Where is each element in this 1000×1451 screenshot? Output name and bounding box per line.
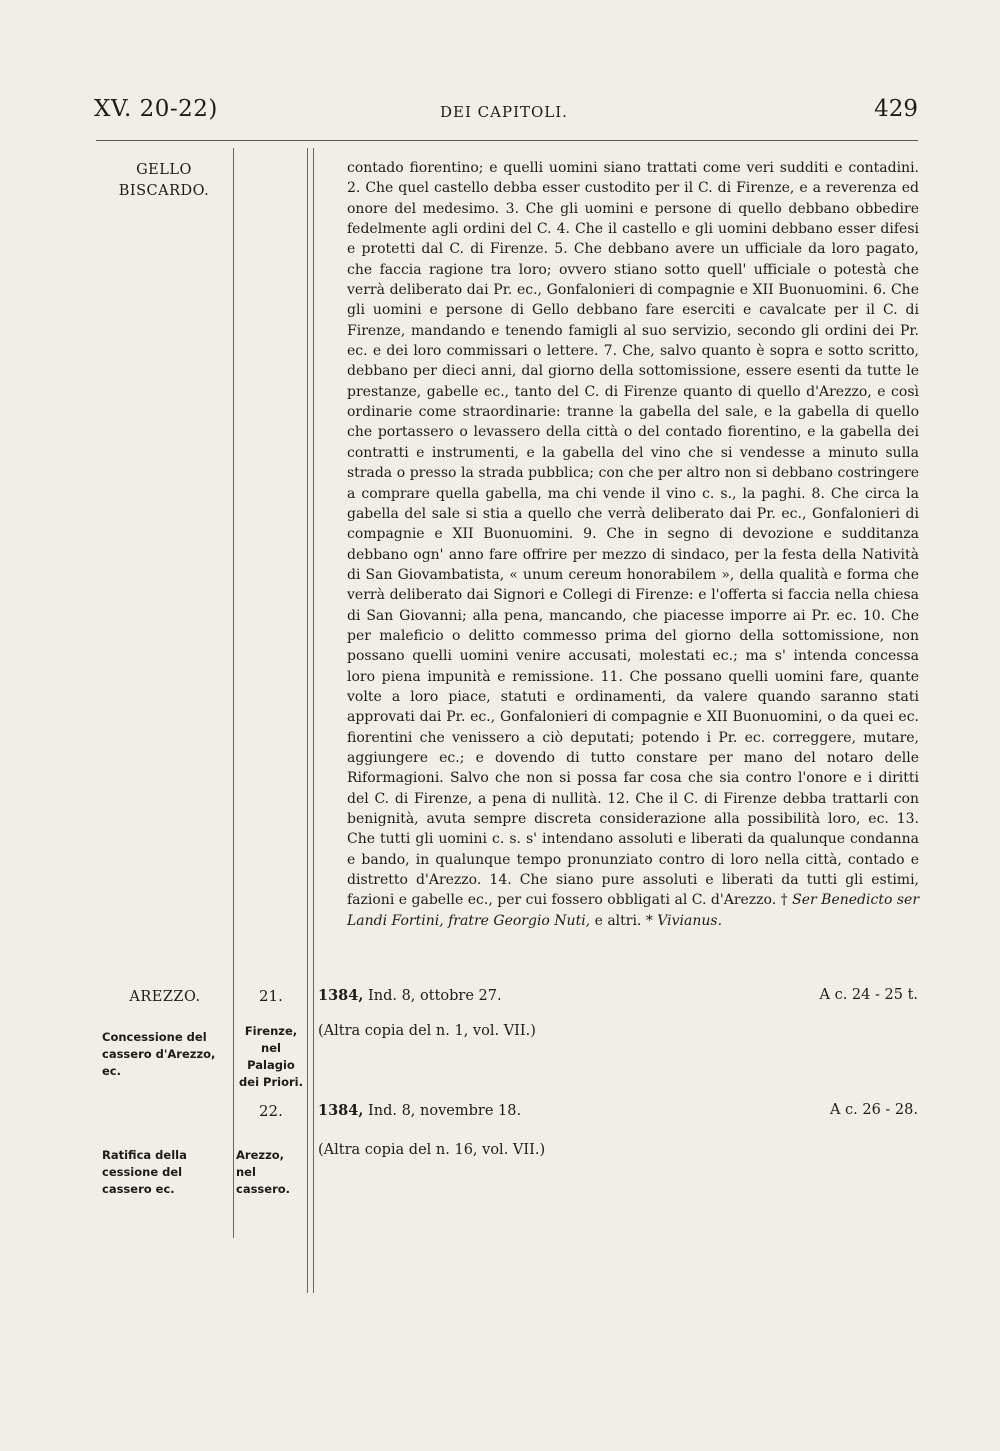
entry-20-notary: Vivianus. [657,912,723,929]
column-divider-3 [313,148,314,1293]
entry-22-date: Ind. 8, novembre 18. [368,1103,522,1119]
entry-21-note: (Altra copia del n. 1, vol. VII.) [318,1023,536,1039]
entry-21-date-line [318,987,502,1004]
entry-21-location: Firenze, nel Palagio dei Priori. [239,1024,303,1089]
entry-22-number: 22. [259,1102,283,1120]
running-head-title: DEI CAPITOLI. [440,103,568,121]
entry-22-note: (Altra copia del n. 16, vol. VII.) [318,1142,546,1158]
place-name-line-1: GELLO [136,162,192,178]
entry-22-year: 1384, [318,1102,364,1119]
column-divider-2 [307,148,308,1293]
entry-22-date-line [318,1102,521,1119]
place-name-line-2: BISCARDO. [118,183,210,199]
entry-22-folio-ref: A c. 26 - 28. [829,1102,918,1118]
entry-20-text [347,158,919,931]
header-rule [96,140,918,141]
entry-22-subject: Ratifica della cessione del cassero ec. [102,1148,187,1196]
entry-20-and-others: e altri. * [594,912,653,929]
entry-21-folio-ref: A c. 24 - 25 t. [819,987,918,1003]
place-name-gello [100,160,228,202]
running-head-left: XV. 20-22) [94,96,218,122]
entry-21-date: Ind. 8, ottobre 27. [368,988,502,1004]
entry-21-year: 1384, [318,987,364,1004]
entry-21-subject: Concessione del cassero d'Arezzo, ec. [102,1030,216,1078]
entry-21-number: 21. [259,987,283,1005]
entry-20-body: contado fiorentino; e quelli uomini siano trattati come veri sudditi e contadini. 2. Che quel castello debba esser custodito per il C. di Firenze, e a reverenza ed onore del medesimo. 3. Che gli uomini e persone di quello debbano obbedire fedelmente agli ordini del C. 4. Che il castello e gli uomini debbano esser difesi e protetti dal C. di Firenze. 5. Che debbano avere un ufficiale da loro pagato, che faccia ragione tra loro; ovvero stiano sotto quell' ufficiale o potestà che verrà deliberato dai Pr. ec., Gonfalonieri di compagnie e XII Buonuomini. 6. Che gli uomini e persone di Gello debbano fare eserciti e cavalcate per il C. di Firenze, mandando e tenendo famigli al suo servizio, secondo gli ordini dei Pr. ec. e dei loro commissari o lettere. 7. Che, salvo quanto è sopra e sotto scritto, debbano per dieci anni, dal giorno della sottomissione, essere esenti da tutte le prestanze, gabelle ec., tanto del C. di Firenze quanto di quello d'Arezzo, e così ordinarie come straordinarie: tranne la gabella del sale, e la gabella di quello che portassero o levassero della città o del contado fiorentino, e la gabella dei contratti e instrumenti, e la gabella del vino che si vendesse a minuto sulla strada o presso la strada pubblica; con che per altro non si debbano costringere a comprare quella gabella, ma chi vende il vino c. s., la paghi. 8. Che circa la gabella del sale si stia a quello che verrà deliberato dai Pr. ec., Gonfalonieri di compagnie e XII Buonuomini. 9. Che in segno di devozione e sudditanza debbano ogn' anno fare offrire per mezzo di sindaco, per la festa della Natività di San Giovambatista, « unum cereum honorabilem », della qualità e forma che verrà deliberato dai Signori e Collegi di Firenze: e l'offerta si faccia nella chiesa di San Giovanni; alla pena, mancando, che piacesse imporre ai Pr. ec. 10. Che per maleficio o delitto commesso prima del giorno della sottomissione, non possano quelli uomini venire accusati, molestati ec.; ma s' intenda concessa loro piena impunità e remissione. 11. Che possano quelli uomini fare, quante volte a loro piace, statuti e ordinamenti, da valere quando saranno stati approvati dai Pr. ec., Gonfalonieri di compagnie e XII Buonuomini, o da quei ec. fiorentini che venissero a ciò deputati; potendo i Pr. ec. correggere, mutare, aggiungere ec.; e dovendo di tutto constare per mano del notaro delle Riformagioni. Salvo che non si possa far cosa che sia contro l'onore e i diritti del C. di Firenze, a pena di nullità. 12. Che il C. di Firenze debba trattarli con benignità, avuta sempre discreta considerazione alla possibilità loro, ec. 13. Che tutti gli uomini c. s. s' intendano assoluti e liberati da qualunque condanna e bando, in qualunque tempo pronunziato contro di loro nella città, contado e distretto d'Arezzo. 14. Che siano pure assoluti e liberati da tutti gli estimi, fazioni e gabelle ec., per cui fossero obbligati al C. d'Arezzo. † [347,160,919,909]
page-number: 429 [874,96,918,122]
entry-22-location: Arezzo, nel cassero. [236,1148,291,1196]
column-divider-1 [233,148,234,1238]
entry-20-signatories: Ser Benedicto ser Landi Fortini, fratre Georgio Nuti, [347,892,920,929]
place-name-arezzo: AREZZO. [129,989,201,1005]
